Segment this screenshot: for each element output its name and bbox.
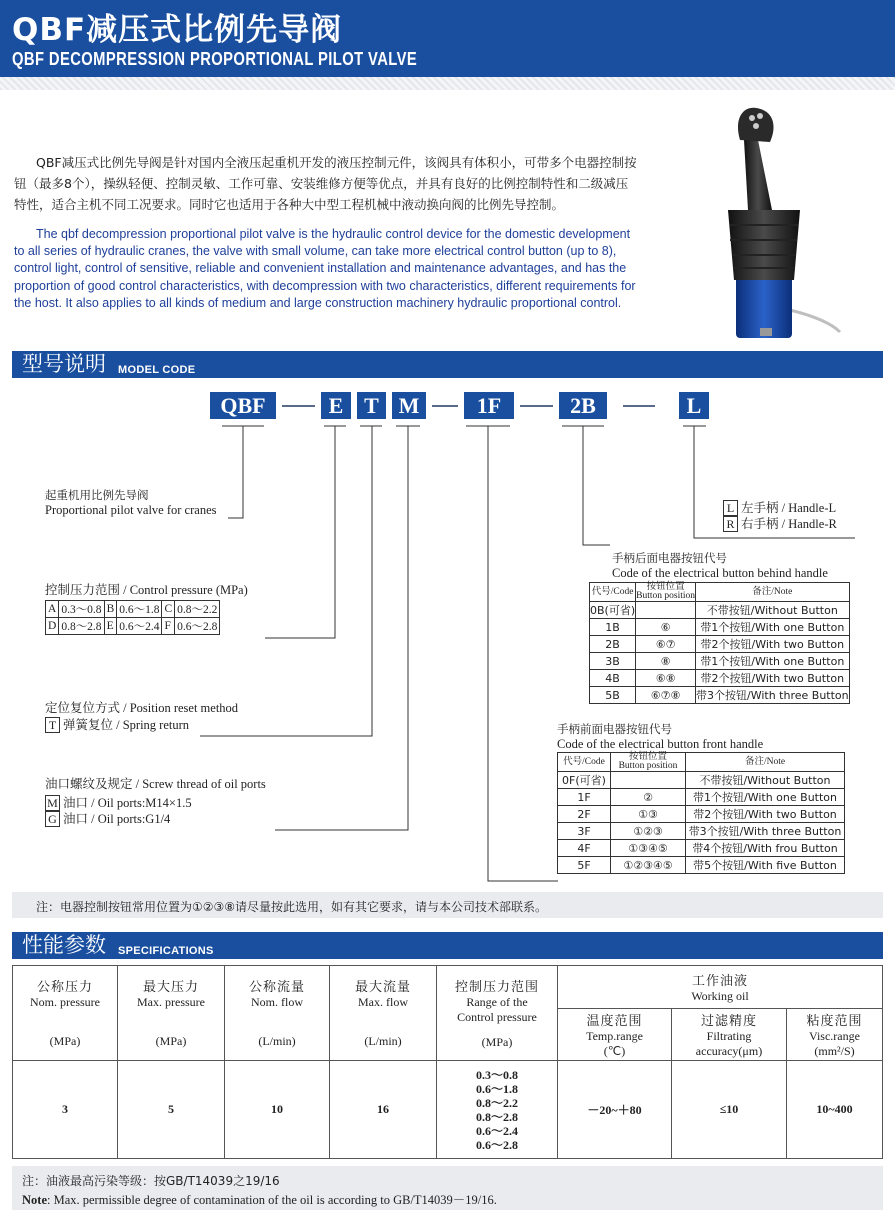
header-en: Max. pressure [137, 995, 205, 1009]
spec-col-header [787, 1009, 883, 1061]
spec-value: 3 [13, 1061, 118, 1159]
code-box-f: 1F [464, 392, 514, 419]
spec-col-header [558, 1009, 672, 1061]
page-subtitle: QBF DECOMPRESSION PROPORTIONAL PILOT VALVE [12, 49, 418, 69]
thread-item [45, 795, 192, 811]
intro-en-line: control light, control of sensitive, reliable and convenient installation and maintenance advantages, and has the [14, 261, 627, 276]
header-code: 代号/Code [558, 753, 611, 772]
spec-value: 10~400 [787, 1061, 883, 1159]
thread-code: G [45, 811, 60, 827]
header-unit: (MPa) [49, 1034, 81, 1048]
cell-pos: ⑥⑦ [636, 636, 696, 653]
spec-value-row [13, 1061, 883, 1159]
pilot-label [45, 488, 216, 518]
table-row [558, 840, 845, 857]
spec-value: 5 [118, 1061, 225, 1159]
cell-code: 5F [558, 857, 611, 874]
cell-note: 带1个按钮/With one Button [686, 789, 845, 806]
reset-code: T [45, 717, 60, 733]
header-en: Nom. flow [251, 995, 303, 1009]
cell-pos [611, 772, 686, 789]
front-title-cn: 手柄前面电器按钮代号 [557, 722, 672, 736]
table-header-row [558, 753, 845, 772]
spec-col-header [13, 966, 118, 1061]
cell-code: 1B [590, 619, 636, 636]
thread-code: M [45, 795, 60, 811]
header-note: 备注/Note [686, 753, 845, 772]
oil-note-cn: 注：油液最高污染等级：按GB/T14039之19/16 [22, 1174, 280, 1188]
header-unit: (mm²/S) [814, 1044, 855, 1058]
header-en: Control pressure [457, 1010, 537, 1024]
cell-note: 带5个按钮/With five Button [686, 857, 845, 874]
spec-section-bar [12, 932, 883, 959]
table-row [46, 618, 220, 635]
cell-pos: ⑥⑦⑧ [636, 687, 696, 704]
thread-item [45, 811, 170, 827]
intro-en-line: to all series of hydraulic cranes, the valve with small volume, can take more electrical control button (up to 8), [14, 244, 617, 259]
cell-note: 不带按钮/Without Button [696, 602, 850, 619]
cell-note: 带3个按钮/With three Button [686, 823, 845, 840]
cell-code: B [104, 601, 117, 618]
section-title-en: MODEL CODE [118, 364, 196, 376]
header-cn: 工作油液 [691, 974, 748, 989]
header-cn: 最大流量 [354, 980, 411, 995]
thread-title: 油口螺纹及规定 / Screw thread of oil ports [45, 777, 266, 791]
cell-range: 0.8～2.8 [59, 618, 104, 635]
front-buttons-table [557, 752, 845, 874]
oil-note-en [22, 1190, 497, 1208]
spec-value: 16 [330, 1061, 437, 1159]
handle-code: R [723, 516, 738, 532]
section-title-cn: 型号说明 [22, 352, 106, 376]
cell-code: 5B [590, 687, 636, 704]
oil-note-en-text: : Max. permissible degree of contamination of the oil is according to GB/T14039－19/16. [47, 1193, 497, 1207]
header-cn: 过滤精度 [700, 1014, 757, 1029]
front-buttons-title [557, 722, 763, 752]
table-header-row [590, 583, 850, 602]
control-range-value: 0.8～2.8 [475, 1109, 518, 1124]
header-cn: 最大压力 [142, 980, 199, 995]
spec-value: 10 [225, 1061, 330, 1159]
intro-cn-line: 钮（最多8个），操纵轻便、控制灵敏、工作可靠、安装维修方便等优点，并具有良好的比例控制特性和二级减压 [14, 176, 629, 191]
table-row [558, 772, 845, 789]
table-row [590, 636, 850, 653]
header-en: Range of the [466, 995, 528, 1009]
header-pos-en: Button position [636, 591, 695, 601]
code-box-qbf: QBF [210, 392, 276, 419]
table-row [590, 602, 850, 619]
cell-note: 带2个按钮/With two Button [696, 670, 850, 687]
code-box-t: T [357, 392, 386, 419]
header-en: Visc.range [809, 1029, 860, 1043]
code-box-e: E [321, 392, 351, 419]
cell-code: A [46, 601, 59, 618]
spec-value: －20~＋80 [558, 1061, 672, 1159]
control-range-value: 0.6～2.8 [475, 1137, 518, 1152]
code-box-m: M [392, 392, 426, 419]
code-dash [282, 405, 315, 407]
intro-en-line: The qbf decompression proportional pilot valve is the hydraulic control device for the domestic development [36, 227, 631, 241]
front-title-en: Code of the electrical button front handle [557, 737, 764, 751]
intro-cn-line: 特性，适合主机不同工况要求。同时它也适用于各种大中型工程机械中液动换向阀的比例先导控制。 [14, 197, 565, 212]
table-row [558, 823, 845, 840]
spec-control-values [437, 1061, 558, 1159]
header-cn: 粘度范围 [806, 1014, 863, 1029]
spec-col-header [225, 966, 330, 1061]
cell-note: 带2个按钮/With two Button [686, 806, 845, 823]
cell-code: C [162, 601, 175, 618]
header-unit: (L/min) [258, 1034, 296, 1048]
header-en: Max. flow [358, 995, 408, 1009]
cell-pos [636, 602, 696, 619]
control-range-value: 0.8～2.2 [475, 1095, 518, 1110]
code-box-b: 2B [559, 392, 607, 419]
cell-pos: ①②③ [611, 823, 686, 840]
thread-text: 油口 / Oil ports:M14×1.5 [63, 796, 192, 810]
control-range-value: 0.6～1.8 [475, 1081, 518, 1096]
cell-code: 4F [558, 840, 611, 857]
intro-cn-line: QBF减压式比例先导阀是针对国内全液压起重机开发的液压控制元件，该阀具有体积小，可带多个电器控制按 [36, 155, 637, 170]
cell-code: 0F(可省) [558, 772, 611, 789]
cell-pos: ② [611, 789, 686, 806]
cell-range: 0.8～2.2 [175, 601, 220, 618]
header-en: Working oil [691, 989, 749, 1003]
behind-title-en: Code of the electrical button behind handle [612, 566, 828, 580]
model-code-section-bar [12, 351, 883, 378]
code-dash [623, 405, 655, 407]
spec-col-header [118, 966, 225, 1061]
cell-code: 0B(可省) [590, 602, 636, 619]
cell-note: 带1个按钮/With one Button [696, 619, 850, 636]
table-row [558, 806, 845, 823]
cell-code: 3F [558, 823, 611, 840]
spec-header-row [13, 966, 883, 1009]
intro-english [14, 226, 666, 312]
cell-code: 1F [558, 789, 611, 806]
spec-col-header [437, 966, 558, 1061]
spec-value: ≤10 [672, 1061, 787, 1159]
header-unit: accuracy(μm) [695, 1044, 763, 1058]
button-note-bar [12, 892, 883, 918]
table-row [558, 857, 845, 874]
handle-item [723, 516, 837, 532]
table-row [590, 653, 850, 670]
cell-range: 0.6～2.4 [117, 618, 162, 635]
header-note: 备注/Note [696, 583, 850, 602]
spec-col-header [672, 1009, 787, 1061]
header-en: Temp.range [586, 1029, 643, 1043]
header-unit: (MPa) [481, 1035, 513, 1049]
specifications-table [12, 965, 883, 1159]
header-cn: 温度范围 [586, 1014, 643, 1029]
cell-range: 0.6～1.8 [117, 601, 162, 618]
cell-pos: ⑥ [636, 619, 696, 636]
intro-en-line: the host. It also applies to all kinds of medium and large construction machinery hydraulic proportional control. [14, 295, 622, 310]
code-dash [432, 405, 458, 407]
code-box-l: L [679, 392, 709, 419]
cell-pos: ⑧ [636, 653, 696, 670]
cell-note: 带4个按钮/With frou Button [686, 840, 845, 857]
cell-note: 带3个按钮/With three Button [696, 687, 850, 704]
intro-chinese [14, 152, 666, 215]
handle-code: L [723, 500, 738, 516]
cell-code: D [46, 618, 59, 635]
thread-text: 油口 / Oil ports:G1/4 [63, 812, 171, 826]
header-en: Filtrating [706, 1029, 752, 1043]
reset-text: 弹簧复位 / Spring return [63, 718, 190, 732]
reset-item [45, 717, 189, 733]
section-title-en: SPECIFICATIONS [118, 945, 214, 957]
cell-code: F [162, 618, 175, 635]
control-range-value: 0.3～0.8 [475, 1067, 518, 1082]
header-stripe [0, 77, 895, 90]
header-pos-cn: 按钮位置 [646, 582, 685, 592]
table-row [558, 789, 845, 806]
pilot-label-cn: 起重机用比例先导阀 [45, 488, 149, 502]
cell-code: E [104, 618, 117, 635]
intro-en-line: proportion of good control characteristics, with decompression with two characteristics, different requirements for [14, 278, 636, 293]
handle-text: 右手柄 / Handle-R [741, 517, 837, 531]
handle-item [723, 500, 836, 516]
reset-title: 定位复位方式 / Position reset method [45, 701, 239, 715]
header-unit: (MPa) [155, 1034, 187, 1048]
cell-code: 3B [590, 653, 636, 670]
behind-buttons-table [589, 582, 850, 704]
cell-range: 0.6～2.8 [175, 618, 220, 635]
header-cn: 控制压力范围 [454, 980, 539, 995]
header-code: 代号/Code [590, 583, 636, 602]
cell-note: 带2个按钮/With two Button [696, 636, 850, 653]
header-cn: 公称流量 [248, 980, 305, 995]
cell-range: 0.3～0.8 [59, 601, 104, 618]
header-position [611, 753, 686, 772]
control-pressure-table [45, 600, 220, 635]
cell-pos: ①③④⑤ [611, 840, 686, 857]
spec-col-header [330, 966, 437, 1061]
oil-note-en-label: Note [22, 1193, 47, 1207]
control-range-value: 0.6～2.4 [475, 1123, 518, 1138]
page-title: QBF减压式比例先导阀 [12, 12, 343, 48]
working-oil-header [558, 966, 883, 1009]
button-note-text: 注：电器控制按钮常用位置为①②③⑧请尽量按此选用，如有其它要求，请与本公司技术部联系。 [36, 900, 548, 914]
control-pressure-title: 控制压力范围 / Control pressure (MPa) [45, 583, 248, 597]
cell-pos: ⑥⑧ [636, 670, 696, 687]
joystick-product-image [690, 100, 850, 345]
cell-pos: ①②③④⑤ [611, 857, 686, 874]
table-row [590, 670, 850, 687]
cell-pos: ①③ [611, 806, 686, 823]
header-unit: (L/min) [364, 1034, 402, 1048]
cell-note: 不带按钮/Without Button [686, 772, 845, 789]
table-row [590, 687, 850, 704]
table-row [46, 601, 220, 618]
header-cn: 公称压力 [36, 980, 93, 995]
handle-text: 左手柄 / Handle-L [741, 501, 837, 515]
table-row [590, 619, 850, 636]
cell-code: 4B [590, 670, 636, 687]
header-unit: (℃) [603, 1044, 626, 1058]
pilot-label-en: Proportional pilot valve for cranes [45, 503, 217, 517]
cell-code: 2B [590, 636, 636, 653]
code-dash [520, 405, 553, 407]
oil-note-bar [12, 1166, 883, 1210]
behind-buttons-title [612, 551, 828, 581]
header-pos-cn: 按钮位置 [628, 752, 667, 762]
cell-code: 2F [558, 806, 611, 823]
header-position [636, 583, 696, 602]
behind-title-cn: 手柄后面电器按钮代号 [612, 551, 727, 565]
section-title-cn: 性能参数 [22, 933, 106, 957]
cell-note: 带1个按钮/With one Button [696, 653, 850, 670]
header-en: Nom. pressure [30, 995, 100, 1009]
header-pos-en: Button position [618, 761, 678, 771]
